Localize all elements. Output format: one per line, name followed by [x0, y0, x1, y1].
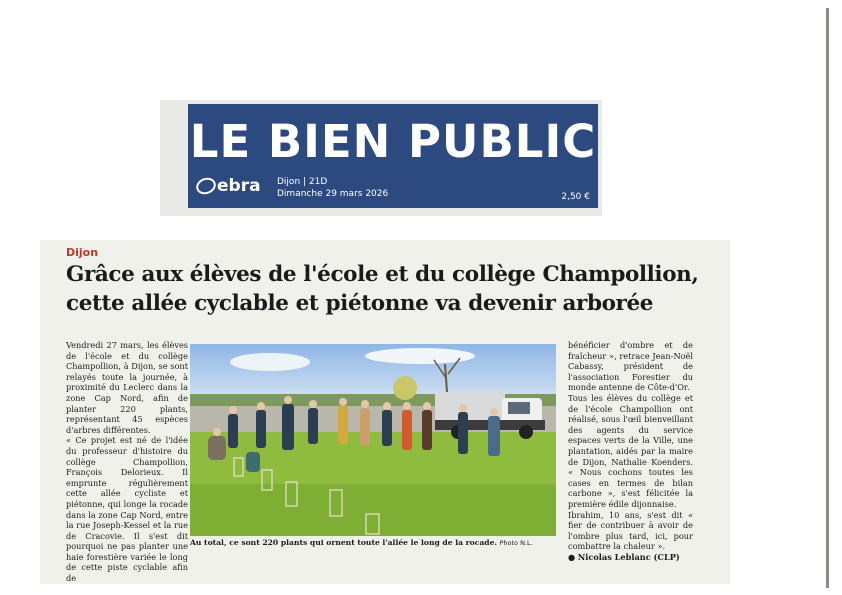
- author-signature: Nicolas Leblanc (CLP): [577, 551, 680, 562]
- article-paragraph: Ibrahim, 10 ans, s'est dit « fier de contribuer à avoir de l'ombre plus tard, ici, pour combattre la chaleur ».: [568, 509, 693, 552]
- edition-date: Dimanche 29 mars 2026: [277, 189, 389, 199]
- headline-line-2: cette allée cyclable et piétonne va devenir arborée: [66, 291, 654, 316]
- article-column-left: [66, 340, 188, 584]
- ebra-logo-text: ebra: [217, 176, 261, 196]
- tree-planting-photo: [190, 344, 556, 536]
- article-paragraph: « Ce projet est né de l'idée du professeur d'histoire du collège Champollion, François Delorieux. Il emprunte régulièrement cette allée cycliste et piétonne, qui longe la rocade dans la zone Cap Nord, entre la rue Joseph-Kessel et la rue de Cracovie. Il s'est dit pourquoi ne pas planter une haie forestière variée le long de cette piste cyclable afin de: [66, 435, 188, 584]
- ebra-logo: [196, 176, 261, 196]
- article-rubric: Dijon: [66, 246, 99, 259]
- headline-line-1: Grâce aux élèves de l'école et du collège Champollion,: [66, 262, 699, 287]
- edition-price: 2,50 €: [561, 192, 590, 202]
- article-photo: [190, 344, 556, 536]
- article-paragraph: Vendredi 27 mars, les élèves de l'école et du collège Champollion, à Dijon, se sont relayés toute la journée, à proximité du Leclerc dans la zone Cap Nord, afin de planter 220 plants, représentant 45 espèces d'arbres différentes.: [66, 340, 188, 435]
- newspaper-masthead: [188, 104, 598, 208]
- article-column-right: [568, 340, 693, 562]
- scan-page-edge: [826, 8, 829, 588]
- edition-info: [277, 176, 388, 200]
- article-paragraph: Tous les élèves du collège et de l'école Champollion ont réalisé, sous l'œil bienveillant des agents du service espaces verts de la Ville, une plantation, aidés par la maire de Dijon, Nathalie Koenders. « Nous cochons toutes les cases en termes de bilan carbone », s'est félicitée la première édile dijonnaise.: [568, 392, 693, 509]
- photo-caption: [190, 538, 560, 547]
- article-headline: [66, 260, 726, 318]
- caption-text: Au total, ce sont 220 plants qui ornent toute l'allée le long de la rocade.: [190, 538, 498, 547]
- newspaper-title: LE BIEN PUBLIC: [189, 115, 597, 168]
- article-clipping: [40, 240, 730, 584]
- edition-place: Dijon | 21D: [277, 177, 328, 187]
- article-signature: ● Nicolas Leblanc (CLP): [568, 551, 680, 562]
- article-paragraph: bénéficier d'ombre et de fraîcheur », retrace Jean-Noël Cabassy, président de l'association Forestier du monde antenne de Côte-d'Or.: [568, 340, 693, 393]
- photo-credit: Photo N.L.: [499, 539, 533, 547]
- ebra-logo-icon: [194, 175, 218, 197]
